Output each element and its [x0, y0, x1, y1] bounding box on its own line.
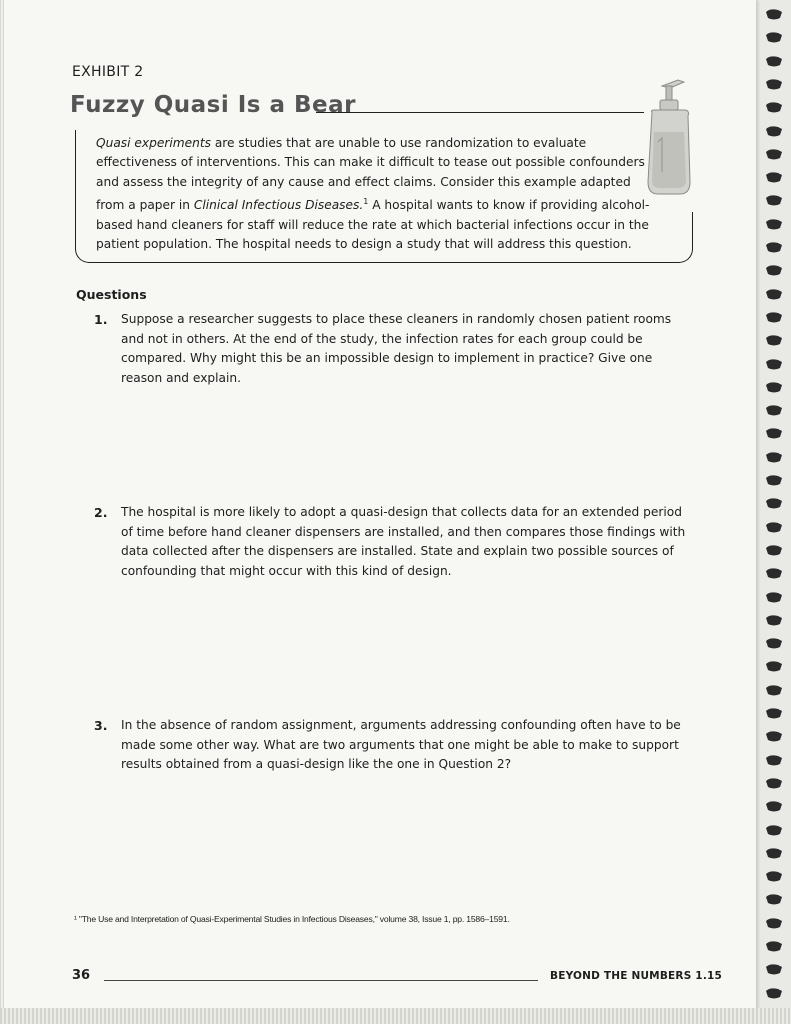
binding-coil: [764, 101, 784, 115]
binding-coil: [764, 730, 784, 744]
binding-coil: [764, 427, 784, 441]
binding-coil: [764, 940, 784, 954]
binding-coil: [764, 474, 784, 488]
title-rule: [316, 112, 644, 113]
binding-coil: [764, 78, 784, 92]
binding-coil: [764, 660, 784, 674]
questions-heading: Questions: [76, 287, 147, 302]
binding-coil: [764, 567, 784, 581]
question-number: 3.: [94, 718, 108, 733]
binding-coil: [764, 893, 784, 907]
question-number: 2.: [94, 505, 108, 520]
binding-coil: [764, 194, 784, 208]
binding-coil: [764, 614, 784, 628]
exhibit-label: EXHIBIT 2: [72, 64, 144, 80]
binding-coil: [764, 334, 784, 348]
question-text: Suppose a researcher suggests to place these cleaners in randomly chosen patient rooms and not in others. At the end of the study, the infection rates for each group could be compared. Why might this be an impossible design to implement in practice? Give one reason and explain.: [121, 312, 672, 385]
binding-coil: [764, 148, 784, 162]
binding-coil: [764, 707, 784, 721]
binding-coil: [764, 218, 784, 232]
binding-coil: [764, 847, 784, 861]
binding-coil: [764, 264, 784, 278]
page-bottom-edge: [0, 1008, 791, 1024]
binding-coil: [764, 8, 784, 22]
binding-coil: [764, 55, 784, 69]
footnote: ¹ "The Use and Interpretation of Quasi-Experimental Studies in Infectious Diseases," volume 38, Issue 1, pp. 1586–1591.: [74, 914, 510, 924]
binding-coil: [764, 800, 784, 814]
binding-coil: [764, 497, 784, 511]
footer-rule: [104, 980, 538, 981]
binding-coil: [764, 963, 784, 977]
binding-coil: [764, 987, 784, 1001]
intro-paragraph: Quasi experiments are studies that are unable to use randomization to evaluate effectiveness of interventions. This can make it difficult to tease out possible confounders and assess the integrity of any cause and effect claims. Consider this example adapted from a paper in Clinical Infectious Diseases.$^1$ A hospital wants to know if providing alcohol-based hand cleaners for staff will reduce the rate at which bacterial infections occur in the patient population. The hospital needs to design a study that will address this question.: [96, 136, 650, 252]
footer-title: BEYOND THE NUMBERS 1.15: [550, 970, 723, 982]
binding-coil: [764, 521, 784, 535]
binding-coil: [764, 404, 784, 418]
binding-coil: [764, 870, 784, 884]
binding-coil: [764, 591, 784, 605]
binding-coil: [764, 777, 784, 791]
binding-coil: [764, 754, 784, 768]
question-number: 1.: [94, 312, 108, 327]
question-text: In the absence of random assignment, arguments addressing confounding often have to be made some other way. What are two arguments that one might be able to make to support results obtained from a quasi-design like the one in Question 2?: [121, 718, 681, 771]
binding-coil: [764, 451, 784, 465]
binding-coil: [764, 311, 784, 325]
question-text: The hospital is more likely to adopt a quasi-design that collects data for an extended period of time before hand cleaner dispensers are installed, and then compares those findings with data collected after the dispensers are installed. State and explain two possible sources of confounding that might occur with this kind of design.: [121, 505, 686, 578]
page-number: 36: [72, 968, 91, 983]
binding-coil: [764, 824, 784, 838]
binding-coil: [764, 917, 784, 931]
binding-coil: [764, 171, 784, 185]
binding-coil: [764, 381, 784, 395]
binding-coil: [764, 31, 784, 45]
binding-coil: [764, 358, 784, 372]
binding-coil: [764, 288, 784, 302]
binding-coil: [764, 637, 784, 651]
binding-coil: [764, 241, 784, 255]
page-title: Fuzzy Quasi Is a Bear: [70, 92, 357, 118]
binding-coil: [764, 125, 784, 139]
binding-coil: [764, 544, 784, 558]
binding-coil: [764, 684, 784, 698]
